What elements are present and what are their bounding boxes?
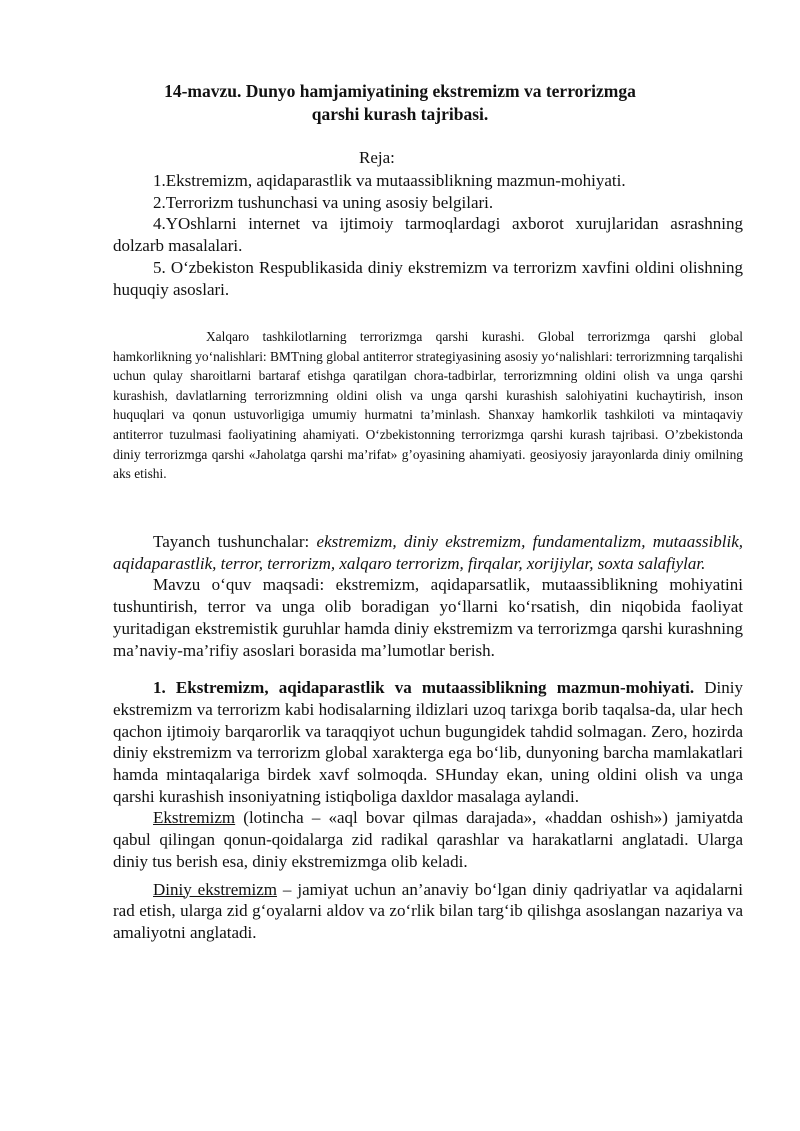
plan-heading: Reja: <box>359 148 395 167</box>
page-title: 14-mavzu. Dunyo hamjamiyatining ekstremizm va terrorizmga qarshi kurash tajribasi. <box>164 81 636 124</box>
section-1-heading: 1. Ekstremizm, aqidaparastlik va mutaassiblikning mazmun-mohiyati. <box>153 678 695 698</box>
key-concepts-paragraph <box>113 531 743 574</box>
plan-item-2: 2.Terrorizm tushunchasi va uning asosiy belgilari. <box>153 192 494 212</box>
diniy-ekstremizm-term: Diniy ekstremizm <box>153 879 277 899</box>
plan-item-1: 1.Ekstremizm, aqidaparastlik va mutaassiblikning mazmun-mohiyati. <box>153 171 626 190</box>
section-1-text: Diniy ekstremizm va terrorizm kabi hodisalarning ildizlari uzoq tarixga borib taqalsa-da, ular hech qachon ijtimoiy barqarorlik va taraqqiyot uchun bugungidek tahdid solmagan. Zero, hozirda diniy ekstremizm va terrorizm global xarakterga ega bo‘lib, dunyoning barcha mamlakatlari hamda mintaqalariga birdek xavf solmoqda. SHunday ekan, uning oldini olish va unga qarshi kurashish insoniyatning istiqboliga daxldor masalaga aylandi. <box>113 678 744 806</box>
main-text <box>113 531 743 944</box>
ekstremizm-definition <box>113 807 743 872</box>
topic-summary <box>113 327 743 484</box>
plan-item-5: 5. O‘zbekiston Respublikasida diniy ekstremizm va terrorizm xavfini oldini olishning huquqiy asoslari. <box>113 257 743 299</box>
diniy-ekstremizm-definition <box>113 879 743 944</box>
key-concepts-label: Tayanch tushunchalar: <box>153 532 310 551</box>
plan-item-4: 4.YOshlarni internet va ijtimoiy tarmoqlardagi axborot xurujlaridan asrashning dolzarb masalalari. <box>113 214 743 256</box>
ekstremizm-text: (lotincha – «aql bovar qilmas darajada», «haddan oshish») jamiyatda qabul qilingan qonun-qoidalarga zid radikal qarashlar va harakatlarni anglatadi. Ularga diniy tus berish esa, diniy ekstremizmga olib keladi. <box>113 808 744 871</box>
key-concepts-list: ekstremizm, diniy ekstremizm, fundamentalizm, mutaassiblik, aqidaparastlik, terror, terrorizm, xalqaro terrorizm, firqalar, xorijiylar, soxta salafiylar. <box>113 532 743 573</box>
ekstremizm-term: Ekstremizm <box>153 808 236 828</box>
goal-paragraph: Mavzu o‘quv maqsadi: ekstremizm, aqidaparsatlik, mutaassiblikning mohiyatini tushuntirish, terror va unga olib boradigan yo‘llarni ko‘rsatish, din niqobida faoliyat yuritadigan ekstremistik guruhlar hamda diniy ekstremizm va terrorizmga qarshi kurashning ma’naviy-ma’rifiy asoslari borasida ma’lumotlar berish. <box>113 575 743 660</box>
section-1-paragraph <box>113 677 743 807</box>
diniy-ekstremizm-text: – jamiyat uchun an’anaviy bo‘lgan diniy qadriyatlar va aqidalarni rad etish, ularga zid g‘oyalarni aldov va zo‘rlik bilan targ‘ib qilishga asoslangan nazariya va amaliyotni anglatadi. <box>113 879 743 942</box>
summary-text: Xalqaro tashkilotlarning terrorizmga qarshi kurashi. Global terrorizmga qarshi global hamkorlikning yo‘nalishlari: BMTning global antiterror strategiyasining asosiy yo‘nalishlari: terrorizmning tarqalishi uchun qulay sharoitlarni bartaraf etishga qaratilgan chora-tadbirlar, terrorizmning oldini olish va unga qarshi kurashish, davlatlarning terrorizmning oldini olish va unga qarshi kurashish salohiyatini kuchaytirish, inson huquqlari va qonun ustuvorligiga umumiy hurmatni ta’minlash. Shanxay hamkorlik tashkiloti va mintaqaviy antiterror tuzulmasi faoliyatining ahamiyati. O‘zbekistonning terrorizmga qarshi kurash tajribasi. O’zbekistonda diniy terrorizmga qarshi «Jaholatga qarshi ma’rifat» g’oyasining ahamiyati. geosiyosiy jarayonlarda diniy omilning aks etishi. <box>113 329 743 482</box>
plan-list <box>113 170 743 300</box>
